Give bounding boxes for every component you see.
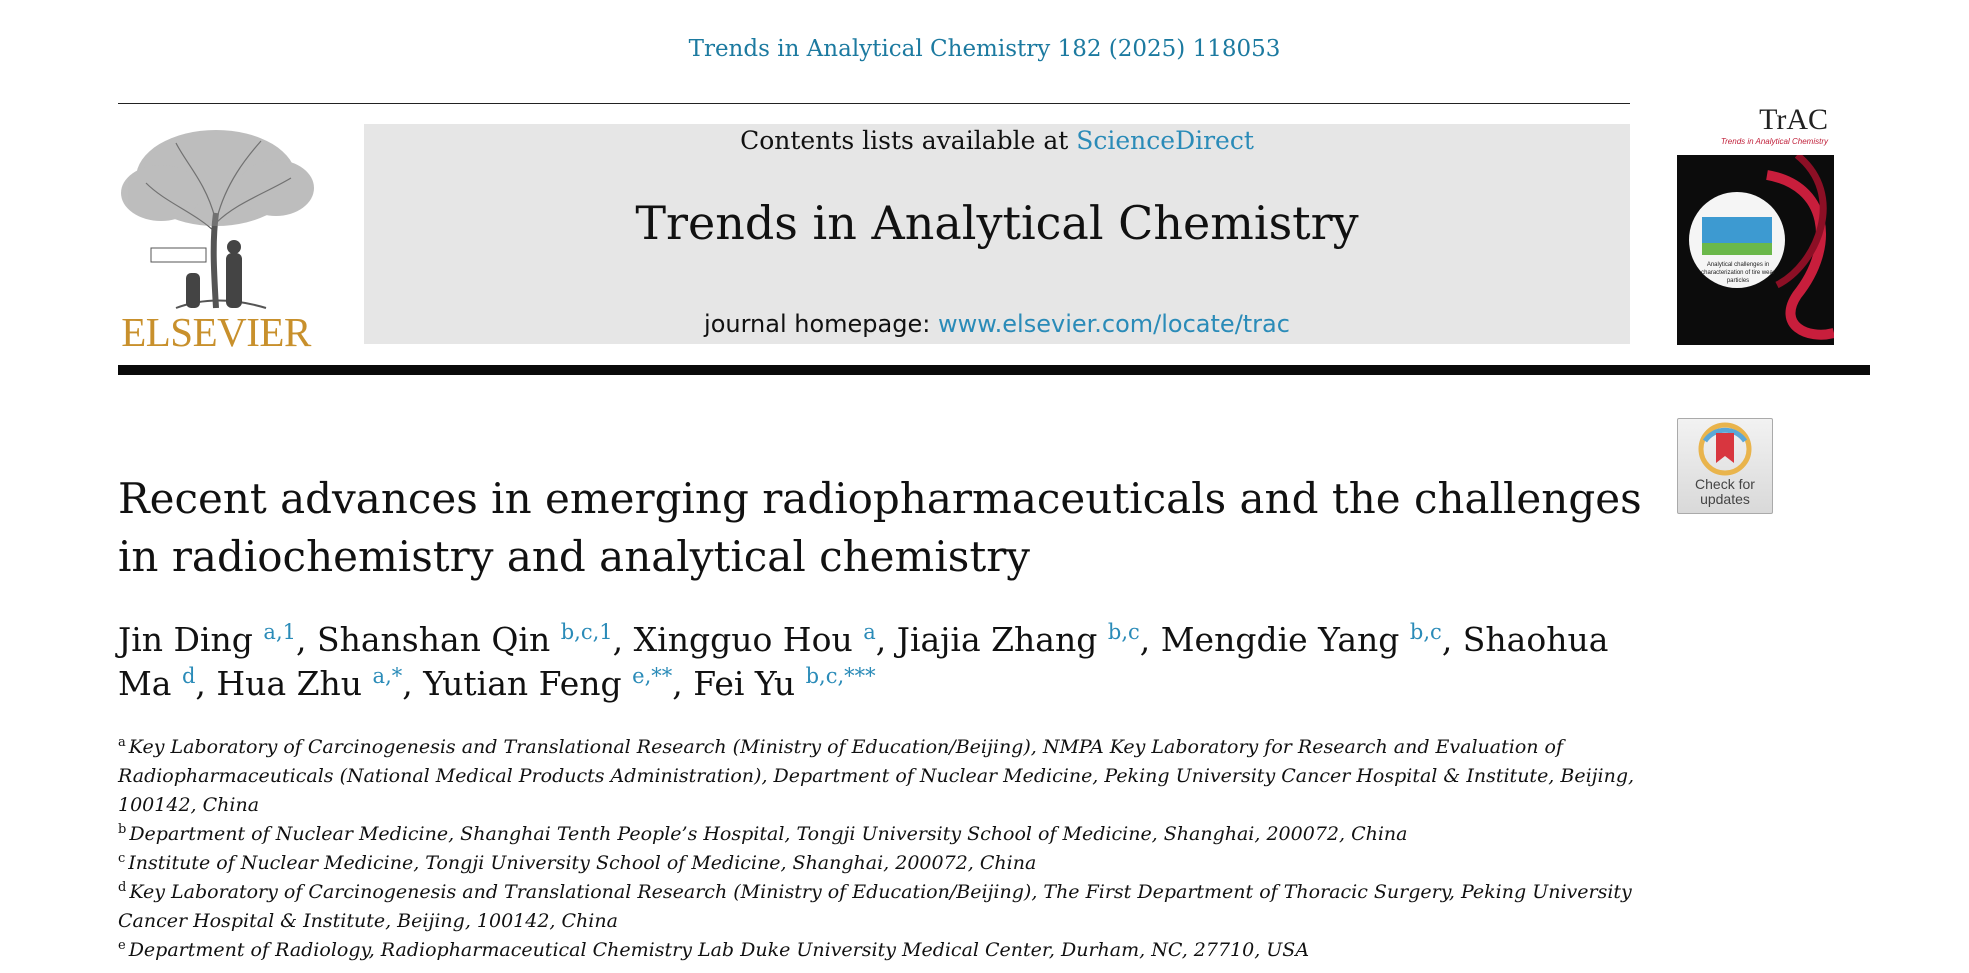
affiliation <box>118 820 1648 849</box>
affiliation-mark: a <box>118 734 126 750</box>
affiliation-text: Institute of Nuclear Medicine, Tongji University School of Medicine, Shanghai, 200072, China <box>128 852 1037 874</box>
sciencedirect-link[interactable]: ScienceDirect <box>1076 126 1254 155</box>
affiliation-mark: d <box>118 879 127 895</box>
author-affiliation-marker[interactable]: e,** <box>632 664 673 688</box>
affiliation-text: Department of Nuclear Medicine, Shanghai Tenth People’s Hospital, Tongji University School of Medicine, Shanghai, 200072, China <box>129 823 1408 845</box>
author[interactable] <box>423 664 672 703</box>
author-name[interactable]: Xingguo Hou <box>633 620 853 659</box>
author[interactable] <box>897 620 1140 659</box>
homepage-link[interactable]: www.elsevier.com/locate/trac <box>937 310 1290 338</box>
author-name[interactable]: Shaohua Ma <box>118 620 1609 703</box>
affiliation-mark: b <box>118 821 127 837</box>
cover-caption: Analytical challenges in characterization of tire wear particles <box>1701 262 1775 284</box>
affiliation <box>118 878 1648 936</box>
header-rule <box>118 365 1870 375</box>
journal-cover[interactable] <box>1677 103 1834 345</box>
affiliation-text: Department of Radiology, Radiopharmaceutical Chemistry Lab Duke University Medical Center, Durham, NC, 27710, USA <box>128 939 1310 961</box>
contents-label: Contents lists available at <box>740 126 1077 155</box>
homepage-label: journal homepage: <box>704 310 938 338</box>
cover-art <box>1677 155 1834 345</box>
author-affiliation-marker[interactable]: b,c,*** <box>805 664 876 688</box>
publisher-name[interactable]: ELSEVIER <box>121 309 311 355</box>
affiliation-mark: c <box>118 850 126 866</box>
author[interactable] <box>1161 620 1442 659</box>
author-affiliation-marker[interactable]: d <box>181 664 196 688</box>
journal-masthead <box>364 124 1630 344</box>
author-affiliation-marker[interactable]: b,c,1 <box>560 620 613 644</box>
author-name[interactable]: Yutian Feng <box>423 664 622 703</box>
top-rule <box>118 103 1630 104</box>
author-name[interactable]: Jiajia Zhang <box>896 620 1098 659</box>
affiliation-text: Key Laboratory of Carcinogenesis and Translational Research (Ministry of Education/Beijing), The First Department of Thoracic Surgery, Peking University Cancer Hospital & Institute, Beijing, 100142, China <box>118 881 1632 932</box>
running-head[interactable]: Trends in Analytical Chemistry 182 (2025) 118053 <box>688 36 1281 62</box>
cover-subtitle: Trends in Analytical Chemistry <box>1720 137 1828 146</box>
bookmark-icon <box>1678 421 1772 477</box>
author[interactable] <box>118 620 296 659</box>
author-name[interactable]: Fei Yu <box>693 664 796 703</box>
author-name[interactable]: Shanshan Qin <box>316 620 551 659</box>
author[interactable] <box>317 620 613 659</box>
affiliation-text: Key Laboratory of Carcinogenesis and Translational Research (Ministry of Education/Beijing), NMPA Key Laboratory for Research and Evaluation of Radiopharmaceuticals (National Medical Products Administration), Department of Nuclear Medicine, Peking University Cancer Hospital & Institute, Beijing, 100142, China <box>118 736 1635 816</box>
affiliation-list <box>118 733 1648 965</box>
journal-title: Trends in Analytical Chemistry <box>635 196 1359 250</box>
author-affiliation-marker[interactable]: b,c <box>1107 620 1140 644</box>
author-list: Jin Ding $^{a,1}$, Shanshan Qin $^{b,c,1}$, Xingguo Hou $^a$, Jiajia Zhang $^{b,c}$, Mengdie Yang $^{b,c}$, Shaohua Ma $^d$, Hua Zhu $^{a,*}$, Yutian Feng $^{e,**}$, Fei Yu $^{b,c,***}$ <box>118 620 1609 703</box>
author-name[interactable]: Hua Zhu <box>216 664 363 703</box>
check-for-updates-label: Check for updates <box>1695 476 1755 507</box>
homepage-line <box>364 310 1630 338</box>
affiliation <box>118 849 1648 878</box>
contents-line <box>364 124 1630 158</box>
author-affiliation-marker[interactable]: a <box>863 620 876 644</box>
affiliation <box>118 733 1648 820</box>
author-affiliation-marker[interactable]: a,* <box>372 664 403 688</box>
cover-logo: TrAC <box>1759 103 1828 136</box>
author[interactable] <box>216 664 402 703</box>
author-affiliation-marker[interactable]: b,c <box>1409 620 1442 644</box>
affiliation <box>118 936 1648 965</box>
affiliation-mark: e <box>118 937 126 953</box>
author-affiliation-marker[interactable]: a,1 <box>263 620 296 644</box>
author-name[interactable]: Mengdie Yang <box>1160 620 1400 659</box>
author[interactable] <box>634 620 876 659</box>
check-for-updates-badge[interactable] <box>1677 418 1773 514</box>
author[interactable] <box>693 664 875 703</box>
author-name[interactable]: Jin Ding <box>118 620 253 659</box>
article-title: Recent advances in emerging radiopharmaceuticals and the challenges in radiochemistry and analytical chemistry <box>118 474 1642 581</box>
